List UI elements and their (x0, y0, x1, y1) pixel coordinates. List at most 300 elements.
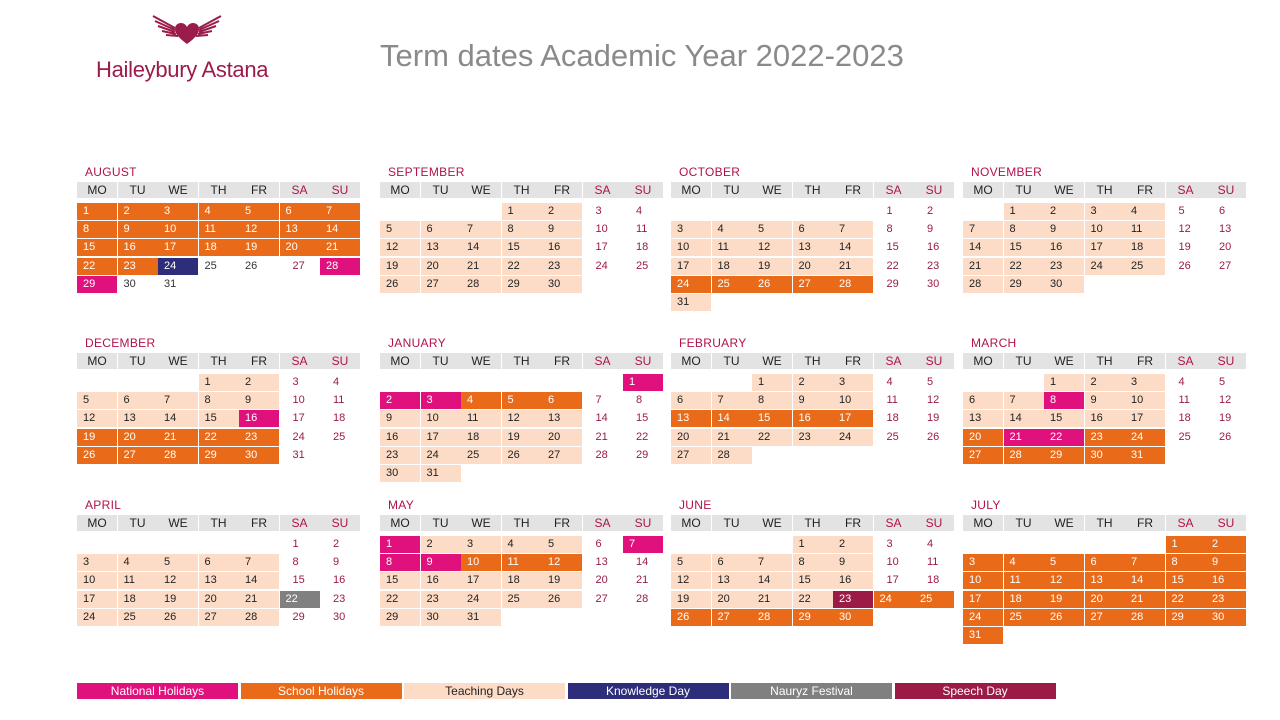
day-cell: 23 (1206, 591, 1246, 608)
day-cell: 25 (333, 430, 346, 443)
day-cell: 17 (886, 574, 899, 587)
weekday-fr: FR (239, 353, 279, 369)
day-cell: 14 (636, 556, 649, 569)
day-cell: 10 (671, 239, 711, 256)
day-cell: 9 (421, 554, 461, 571)
weekday-th: TH (1085, 353, 1125, 369)
weekday-header (77, 515, 367, 533)
day-cell: 27 (1219, 259, 1232, 272)
day-cell: 11 (461, 410, 501, 427)
day-cell: 1 (1044, 374, 1084, 391)
day-cell: 20 (1085, 591, 1125, 608)
day-cell: 27 (199, 609, 239, 626)
day-cell: 30 (123, 277, 136, 290)
day-cell: 6 (280, 203, 320, 220)
day-cell: 17 (671, 258, 711, 275)
day-cell: 6 (542, 392, 582, 409)
day-cell: 14 (595, 412, 608, 425)
day-cell: 5 (239, 203, 279, 220)
day-cell: 10 (963, 572, 1003, 589)
day-cell: 2 (927, 205, 934, 217)
day-cell: 29 (636, 448, 649, 461)
day-cell: 19 (927, 412, 940, 425)
day-cell: 13 (595, 556, 608, 569)
day-cell: 1 (1166, 536, 1206, 553)
day-cell: 30 (1206, 609, 1246, 626)
day-cell: 26 (245, 259, 258, 272)
day-cell: 12 (927, 394, 940, 407)
day-cell: 29 (1004, 276, 1044, 293)
day-cell: 24 (833, 429, 873, 446)
day-cell: 25 (502, 591, 542, 608)
day-cell: 24 (421, 447, 461, 464)
day-cell: 13 (118, 410, 158, 427)
day-cell: 3 (671, 221, 711, 238)
day-cell: 9 (542, 221, 582, 238)
day-cell: 20 (671, 429, 711, 446)
day-cell: 5 (671, 554, 711, 571)
day-cell: 29 (380, 609, 420, 626)
weekday-sa: SA (1166, 353, 1206, 369)
day-cell: 25 (636, 259, 649, 272)
day-cell: 13 (793, 239, 833, 256)
day-cell: 10 (421, 410, 461, 427)
day-cell: 1 (77, 203, 117, 220)
day-cell: 25 (204, 259, 217, 272)
day-cell: 11 (927, 556, 939, 569)
day-cell: 20 (595, 574, 608, 587)
day-cell: 6 (421, 221, 461, 238)
day-cell: 21 (636, 574, 649, 587)
day-cell: 15 (793, 572, 833, 589)
weekday-th: TH (502, 182, 542, 198)
day-cell: 19 (502, 429, 542, 446)
day-cell: 8 (292, 556, 299, 569)
day-cell: 10 (595, 223, 608, 236)
weekday-fr: FR (833, 182, 873, 198)
day-cell: 27 (671, 447, 711, 464)
day-cell: 25 (1125, 258, 1165, 275)
day-cell: 3 (77, 554, 117, 571)
day-cell: 18 (886, 412, 899, 425)
day-cell: 21 (963, 258, 1003, 275)
weekday-fr: FR (1125, 182, 1165, 198)
weekday-tu: TU (1004, 182, 1044, 198)
day-cell: 9 (1044, 221, 1084, 238)
month-name: JANUARY (388, 336, 446, 350)
day-cell: 15 (1044, 410, 1084, 427)
weekday-sa: SA (280, 353, 320, 369)
weekday-su: SU (1206, 515, 1246, 531)
day-cell: 8 (77, 221, 117, 238)
day-cell: 2 (333, 538, 340, 550)
day-cell: 3 (833, 374, 873, 391)
weekday-tu: TU (118, 353, 158, 369)
day-cell: 15 (77, 239, 117, 256)
day-cell: 11 (333, 394, 345, 407)
day-cell: 21 (320, 239, 360, 256)
day-cell: 22 (1004, 258, 1044, 275)
day-cell: 29 (1044, 447, 1084, 464)
day-cell: 10 (833, 392, 873, 409)
day-cell: 6 (1085, 554, 1125, 571)
weekday-tu: TU (712, 182, 752, 198)
day-cell: 12 (671, 572, 711, 589)
day-cell: 26 (671, 609, 711, 626)
day-cell: 27 (118, 447, 158, 464)
day-cell: 24 (874, 591, 914, 608)
weekday-we: WE (461, 515, 501, 531)
day-cell: 26 (77, 447, 117, 464)
weekday-we: WE (1044, 182, 1084, 198)
day-cell: 8 (636, 394, 643, 407)
day-cell: 27 (421, 276, 461, 293)
day-cell: 14 (158, 410, 198, 427)
day-cell: 30 (542, 276, 582, 293)
day-cell: 16 (833, 572, 873, 589)
day-cell: 8 (886, 223, 893, 236)
day-cell: 31 (1125, 447, 1165, 464)
month-name: JUNE (679, 498, 712, 512)
day-cell: 25 (914, 591, 954, 608)
day-cell: 26 (752, 276, 792, 293)
day-cell: 4 (886, 376, 893, 388)
day-cell: 14 (1125, 572, 1165, 589)
day-cell: 19 (1219, 412, 1232, 425)
day-cell: 29 (77, 276, 117, 293)
day-cell: 17 (461, 572, 501, 589)
day-cell: 4 (118, 554, 158, 571)
day-cell: 31 (671, 294, 711, 311)
day-cell: 27 (712, 609, 752, 626)
day-cell: 27 (793, 276, 833, 293)
day-cell: 14 (461, 239, 501, 256)
day-cell: 6 (712, 554, 752, 571)
day-cell: 9 (793, 392, 833, 409)
day-cell: 28 (595, 448, 608, 461)
weekday-su: SU (623, 182, 663, 198)
day-cell: 21 (833, 258, 873, 275)
day-cell: 18 (118, 591, 158, 608)
day-cell: 11 (636, 223, 648, 236)
day-cell: 30 (1085, 447, 1125, 464)
day-cell: 20 (963, 429, 1003, 446)
day-cell: 5 (502, 392, 542, 409)
day-cell: 20 (1219, 241, 1232, 254)
day-cell: 24 (1125, 429, 1165, 446)
day-cell: 18 (1125, 239, 1165, 256)
day-cell: 12 (380, 239, 420, 256)
day-cell: 7 (963, 221, 1003, 238)
weekday-sa: SA (583, 353, 623, 369)
day-cell: 19 (1178, 241, 1191, 254)
weekday-tu: TU (1004, 515, 1044, 531)
day-cell: 11 (199, 221, 239, 238)
day-cell: 30 (833, 609, 873, 626)
day-cell: 13 (421, 239, 461, 256)
day-cell: 22 (793, 591, 833, 608)
day-cell: 8 (752, 392, 792, 409)
day-cell: 7 (461, 221, 501, 238)
weekday-we: WE (1044, 515, 1084, 531)
day-cell: 20 (712, 591, 752, 608)
day-cell: 6 (963, 392, 1003, 409)
day-cell: 30 (333, 610, 346, 623)
day-cell: 31 (963, 627, 1003, 644)
day-cell: 13 (712, 572, 752, 589)
day-cell: 5 (1219, 376, 1226, 388)
weekday-th: TH (793, 182, 833, 198)
day-cell: 15 (502, 239, 542, 256)
weekday-th: TH (793, 515, 833, 531)
day-cell: 4 (333, 376, 340, 388)
weekday-sa: SA (874, 353, 914, 369)
day-cell: 22 (77, 258, 117, 275)
day-cell: 19 (158, 591, 198, 608)
day-cell: 20 (199, 591, 239, 608)
month-name: MARCH (971, 336, 1017, 350)
day-cell: 2 (1044, 203, 1084, 220)
weekday-su: SU (1206, 353, 1246, 369)
day-cell: 3 (1125, 374, 1165, 391)
weekday-tu: TU (421, 515, 461, 531)
day-cell: 8 (793, 554, 833, 571)
weekday-su: SU (1206, 182, 1246, 198)
weekday-we: WE (158, 182, 198, 198)
day-cell: 10 (1125, 392, 1165, 409)
day-cell: 29 (292, 610, 305, 623)
day-cell: 20 (542, 429, 582, 446)
day-cell: 28 (158, 447, 198, 464)
day-cell: 1 (380, 536, 420, 553)
weekday-mo: MO (671, 515, 711, 531)
weekday-fr: FR (239, 515, 279, 531)
day-cell: 3 (292, 376, 299, 388)
day-cell: 28 (239, 609, 279, 626)
weekday-su: SU (623, 353, 663, 369)
month-name: MAY (388, 498, 415, 512)
day-cell: 16 (118, 239, 158, 256)
day-cell: 6 (595, 538, 602, 550)
day-cell: 17 (963, 591, 1003, 608)
day-cell: 7 (1004, 392, 1044, 409)
day-cell: 14 (712, 410, 752, 427)
day-cell: 24 (461, 591, 501, 608)
day-cell: 13 (199, 572, 239, 589)
weekday-we: WE (1044, 353, 1084, 369)
weekday-tu: TU (118, 515, 158, 531)
day-cell: 31 (164, 277, 177, 290)
day-cell: 10 (1085, 221, 1125, 238)
legend-item-knowledge-day: Knowledge Day (568, 683, 729, 699)
winged-heart-icon (151, 14, 223, 48)
day-cell: 12 (158, 572, 198, 589)
day-cell: 2 (833, 536, 873, 553)
day-cell: 28 (1004, 447, 1044, 464)
weekday-tu: TU (1004, 353, 1044, 369)
day-cell: 23 (793, 429, 833, 446)
day-cell: 6 (118, 392, 158, 409)
weekday-header (77, 182, 367, 200)
day-cell: 25 (886, 430, 899, 443)
day-cell: 6 (793, 221, 833, 238)
day-cell: 17 (1125, 410, 1165, 427)
day-cell: 25 (1178, 430, 1191, 443)
day-cell: 28 (963, 276, 1003, 293)
day-cell: 19 (671, 591, 711, 608)
day-cell: 30 (380, 465, 420, 482)
day-cell: 19 (380, 258, 420, 275)
day-cell: 23 (380, 447, 420, 464)
weekday-su: SU (914, 515, 954, 531)
day-cell: 23 (542, 258, 582, 275)
weekday-th: TH (199, 353, 239, 369)
day-cell: 27 (595, 592, 608, 605)
day-cell: 10 (158, 221, 198, 238)
weekday-th: TH (502, 515, 542, 531)
weekday-th: TH (199, 182, 239, 198)
day-cell: 5 (927, 376, 934, 388)
day-cell: 11 (886, 394, 898, 407)
weekday-mo: MO (380, 353, 420, 369)
day-cell: 2 (239, 374, 279, 391)
legend-item-speech-day: Speech Day (895, 683, 1056, 699)
day-cell: 22 (199, 429, 239, 446)
day-cell: 18 (712, 258, 752, 275)
month-name: DECEMBER (85, 336, 156, 350)
day-cell: 26 (927, 430, 940, 443)
day-cell: 23 (333, 592, 346, 605)
day-cell: 12 (77, 410, 117, 427)
day-cell: 18 (199, 239, 239, 256)
weekday-header (671, 515, 961, 533)
day-cell: 10 (461, 554, 501, 571)
day-cell: 23 (833, 591, 873, 608)
day-cell: 8 (502, 221, 542, 238)
day-cell: 23 (1044, 258, 1084, 275)
day-cell: 1 (886, 205, 893, 217)
legend-item-nauryz-festival: Nauryz Festival (731, 683, 892, 699)
day-cell: 2 (1206, 536, 1246, 553)
day-cell: 24 (595, 259, 608, 272)
day-cell: 16 (239, 410, 279, 427)
weekday-tu: TU (118, 182, 158, 198)
day-cell: 20 (118, 429, 158, 446)
day-cell: 15 (292, 574, 305, 587)
day-cell: 4 (1178, 376, 1185, 388)
weekday-mo: MO (380, 182, 420, 198)
day-cell: 14 (1004, 410, 1044, 427)
weekday-fr: FR (1125, 515, 1165, 531)
day-cell: 4 (1004, 554, 1044, 571)
day-cell: 16 (380, 429, 420, 446)
day-cell: 6 (199, 554, 239, 571)
day-cell: 8 (1166, 554, 1206, 571)
weekday-mo: MO (963, 353, 1003, 369)
weekday-sa: SA (280, 182, 320, 198)
day-cell: 26 (1178, 259, 1191, 272)
weekday-th: TH (502, 353, 542, 369)
day-cell: 9 (1085, 392, 1125, 409)
day-cell: 28 (1125, 609, 1165, 626)
day-cell: 1 (502, 203, 542, 220)
weekday-tu: TU (421, 182, 461, 198)
day-cell: 11 (118, 572, 158, 589)
logo-text: Haileybury Astana (96, 57, 269, 82)
weekday-header (380, 515, 670, 533)
day-cell: 1 (199, 374, 239, 391)
weekday-fr: FR (833, 515, 873, 531)
weekday-th: TH (793, 353, 833, 369)
day-cell: 31 (461, 609, 501, 626)
weekday-header (963, 353, 1253, 371)
day-cell: 18 (927, 574, 940, 587)
day-cell: 12 (1178, 223, 1191, 236)
day-cell: 4 (502, 536, 542, 553)
day-cell: 16 (333, 574, 346, 587)
day-cell: 3 (421, 392, 461, 409)
weekday-sa: SA (1166, 515, 1206, 531)
day-cell: 22 (280, 591, 320, 608)
day-cell: 11 (502, 554, 542, 571)
weekday-fr: FR (542, 515, 582, 531)
weekday-header (671, 182, 961, 200)
day-cell: 6 (1219, 205, 1226, 217)
weekday-we: WE (752, 515, 792, 531)
day-cell: 28 (461, 276, 501, 293)
weekday-we: WE (461, 353, 501, 369)
day-cell: 13 (280, 221, 320, 238)
weekday-mo: MO (671, 353, 711, 369)
day-cell: 17 (158, 239, 198, 256)
day-cell: 22 (636, 430, 649, 443)
day-cell: 31 (292, 448, 305, 461)
day-cell: 25 (118, 609, 158, 626)
day-cell: 29 (502, 276, 542, 293)
weekday-fr: FR (542, 353, 582, 369)
day-cell: 7 (712, 392, 752, 409)
weekday-we: WE (461, 182, 501, 198)
day-cell: 12 (542, 554, 582, 571)
day-cell: 11 (1125, 221, 1165, 238)
day-cell: 16 (927, 241, 940, 254)
day-cell: 21 (595, 430, 608, 443)
weekday-header (380, 353, 670, 371)
day-cell: 19 (239, 239, 279, 256)
weekday-sa: SA (874, 182, 914, 198)
day-cell: 22 (752, 429, 792, 446)
day-cell: 2 (118, 203, 158, 220)
day-cell: 5 (542, 536, 582, 553)
weekday-th: TH (1085, 515, 1125, 531)
day-cell: 17 (77, 591, 117, 608)
weekday-su: SU (320, 353, 360, 369)
day-cell: 30 (239, 447, 279, 464)
weekday-su: SU (320, 182, 360, 198)
month-name: FEBRUARY (679, 336, 747, 350)
weekday-sa: SA (1166, 182, 1206, 198)
day-cell: 21 (239, 591, 279, 608)
day-cell: 3 (886, 538, 893, 550)
day-cell: 28 (320, 258, 360, 275)
day-cell: 16 (1044, 239, 1084, 256)
day-cell: 18 (461, 429, 501, 446)
day-cell: 7 (833, 221, 873, 238)
day-cell: 9 (833, 554, 873, 571)
weekday-fr: FR (1125, 353, 1165, 369)
weekday-mo: MO (77, 353, 117, 369)
weekday-we: WE (158, 515, 198, 531)
